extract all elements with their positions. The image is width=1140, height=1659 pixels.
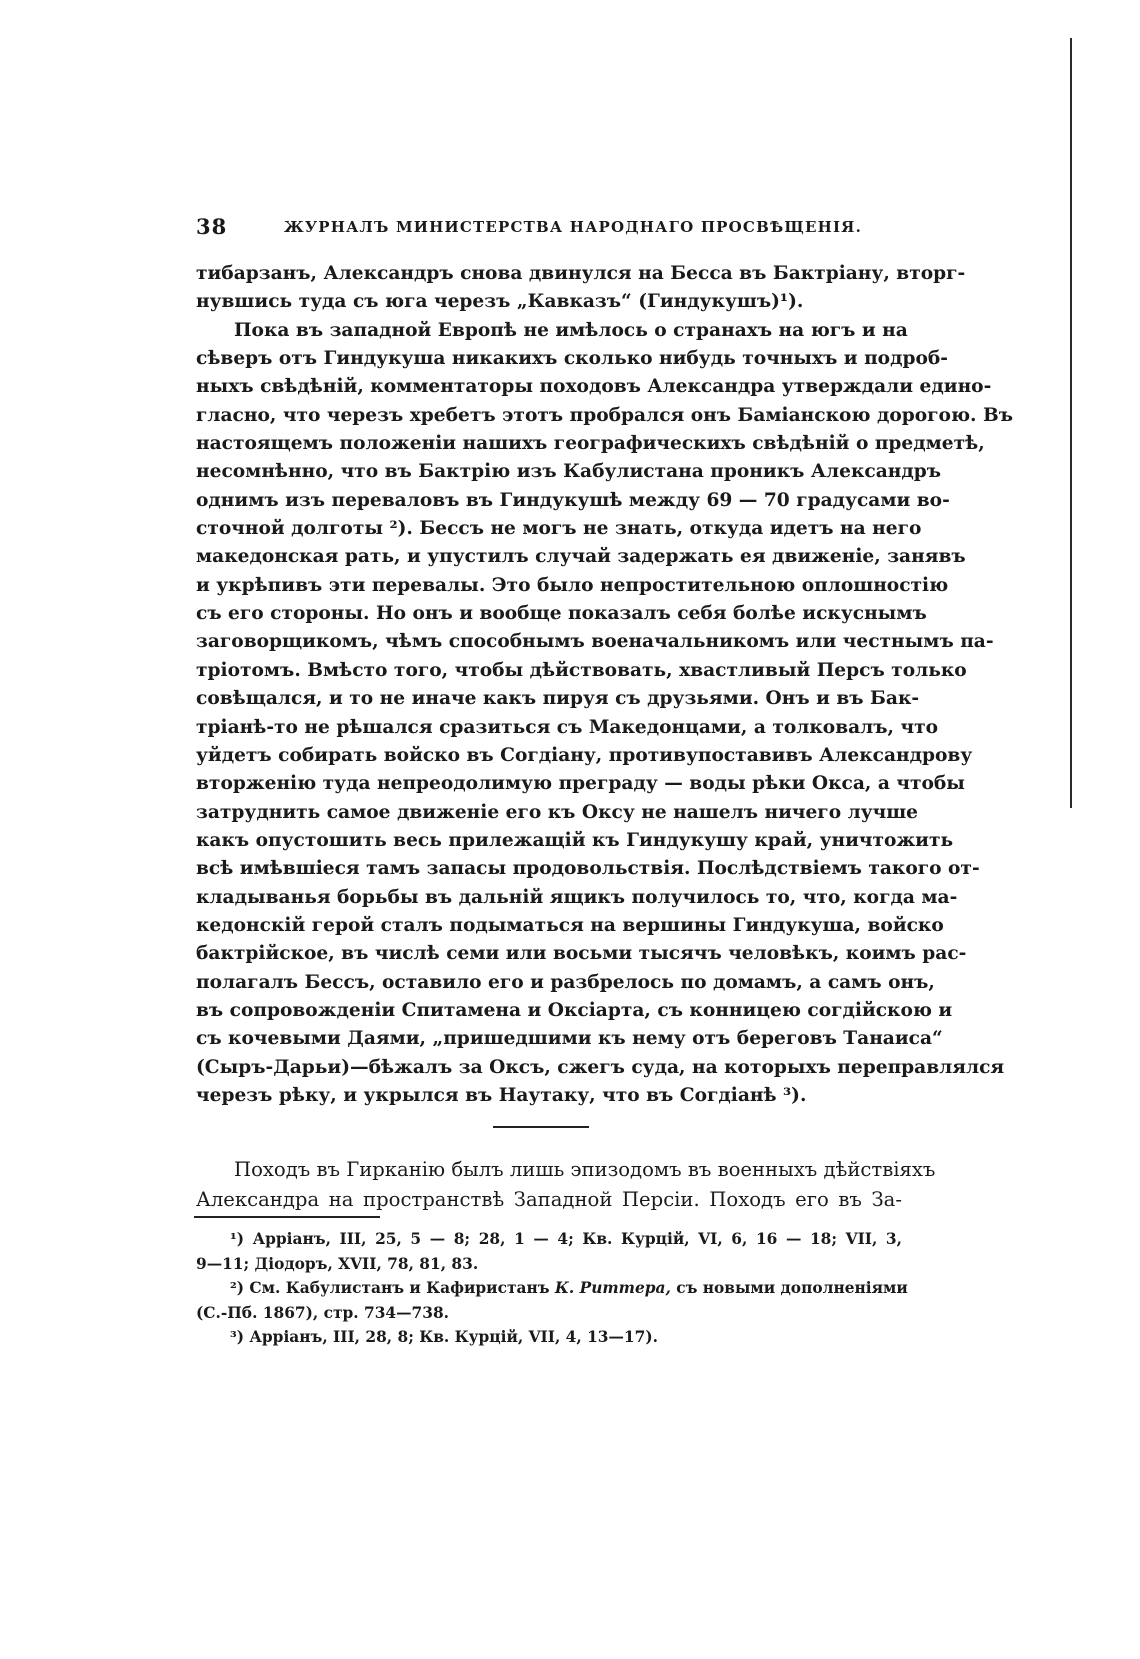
footnote-3: ³) Арріанъ, III, 28, 8; Кв. Курцій, VII, 4, 13—17).	[230, 1328, 658, 1347]
page-number: 38	[196, 214, 228, 239]
footnotes	[196, 1227, 908, 1350]
text-line: затруднить самое движеніе его къ Оксу не нашелъ ничего лучше	[196, 801, 919, 823]
section-divider	[493, 1126, 589, 1128]
text-line: кладыванья борьбы въ дальній ящикъ получилось то, что, когда ма-	[196, 886, 958, 908]
text-line: въ сопровожденіи Спитамена и Оксіарта, съ конницею согдійскою и	[196, 999, 953, 1021]
text-line: кедонскій герой сталъ подыматься на вершины Гиндукуша, войско	[196, 914, 944, 936]
text-line: тріанѣ-то не рѣшался сразиться съ Македонцами, а толковалъ, что	[196, 716, 939, 738]
text-line: Пока въ западной Европѣ не имѣлось о странахъ на югъ и на	[234, 319, 908, 341]
text-line: и укрѣпивъ эти перевалы. Это было непростительною оплошностію	[196, 574, 949, 596]
footnote-1: ¹) Арріанъ, III, 25, 5 — 8; 28, 1 — 4; Кв. Курцій, VI, 6, 16 — 18; VII, 3,	[230, 1230, 902, 1248]
text-line: сточной долготы ²). Бессъ не могъ не знать, откуда идетъ на него	[196, 518, 922, 540]
text-line: тибарзанъ, Александръ снова двинулся на Бесса въ Бактріану, вторг-	[196, 263, 966, 284]
text-line: сѣверъ отъ Гиндукуша никакихъ сколько нибудь точныхъ и подроб-	[196, 348, 948, 370]
running-title: ЖУРНАЛЪ МИНИСТЕРСТВА НАРОДНАГО ПРОСВѢЩЕНІЯ.	[284, 218, 863, 236]
next-section-text	[196, 1155, 936, 1215]
footnote-2-text-end: съ новыми дополненіями	[676, 1279, 908, 1298]
footnote-2-text: ²) См. Кабулистанъ и Кафиристанъ	[230, 1279, 550, 1298]
text-line: (Сыръ-Дарьи)—бѣжалъ за Оксъ, сжегъ суда, на которыхъ переправлялся	[196, 1056, 1005, 1078]
text-line: македонская рать, и упустилъ случай задержать ея движеніе, занявъ	[196, 546, 966, 568]
page-header	[196, 214, 863, 244]
footnote-divider	[194, 1216, 380, 1218]
text-line: съ его стороны. Но онъ и вообще показалъ себя болѣе искуснымъ	[196, 603, 927, 625]
footnote-2-continued: (С.-Пб. 1867), стр. 734—738.	[196, 1303, 450, 1322]
text-line: однимъ изъ переваловъ въ Гиндукушѣ между 69 — 70 градусами во-	[196, 489, 950, 511]
text-line: ныхъ свѣдѣній, комментаторы походовъ Александра утверждали едино-	[196, 376, 992, 398]
text-line: полагалъ Бессъ, оставило его и разбрелось по домамъ, а самъ онъ,	[196, 971, 935, 993]
text-line: Александра на пространствѣ Западной Персіи. Походъ его въ За-	[196, 1188, 902, 1211]
text-line: настоящемъ положеніи нашихъ географическихъ свѣдѣній о предметѣ,	[196, 433, 985, 455]
text-line: гласно, что черезъ хребетъ этотъ пробрался онъ Баміанскою дорогою. Въ	[196, 404, 1013, 426]
footnote-2-author: К. Риттера,	[554, 1279, 671, 1298]
footnote-2	[196, 1276, 908, 1301]
text-line: тріотомъ. Вмѣсто того, чтобы дѣйствовать, хвастливый Персъ только	[196, 659, 967, 681]
text-line: Походъ въ Гирканію былъ лишь эпизодомъ въ военныхъ дѣйствіяхъ	[234, 1158, 936, 1181]
page-binding-line	[1070, 38, 1072, 808]
text-line: уйдетъ собирать войско въ Согдіану, противупоставивъ Александрову	[196, 744, 973, 766]
text-line: какъ опустошить весь прилежащій къ Гиндукушу край, уничтожить	[196, 829, 954, 851]
text-line: вторженію туда непреодолимую преграду — воды рѣки Окса, а чтобы	[196, 773, 965, 795]
text-line: нувшись туда съ юга черезъ „Кавказъ“ (Гиндукушъ)¹).	[196, 291, 804, 313]
text-line: всѣ имѣвшіеся тамъ запасы продовольствія. Послѣдствіемъ такого от-	[196, 858, 980, 880]
text-line: черезъ рѣку, и укрылся въ Наутаку, что въ Согдіанѣ ³).	[196, 1084, 807, 1106]
text-line: несомнѣнно, что въ Бактрію изъ Кабулистана проникъ Александръ	[196, 461, 942, 483]
main-text	[196, 260, 1013, 1110]
footnote-1-continued: 9—11; Діодоръ, XVII, 78, 81, 83.	[196, 1254, 479, 1273]
text-line: заговорщикомъ, чѣмъ способнымъ военачальникомъ или честнымъ па-	[196, 631, 994, 653]
text-line: совѣщался, и то не иначе какъ пируя съ друзьями. Онъ и въ Бак-	[196, 688, 920, 710]
text-line: съ кочевыми Даями, „пришедшими къ нему отъ береговъ Танаиса“	[196, 1028, 943, 1050]
text-line: бактрійское, въ числѣ семи или восьми тысячъ человѣкъ, коимъ рас-	[196, 943, 967, 965]
